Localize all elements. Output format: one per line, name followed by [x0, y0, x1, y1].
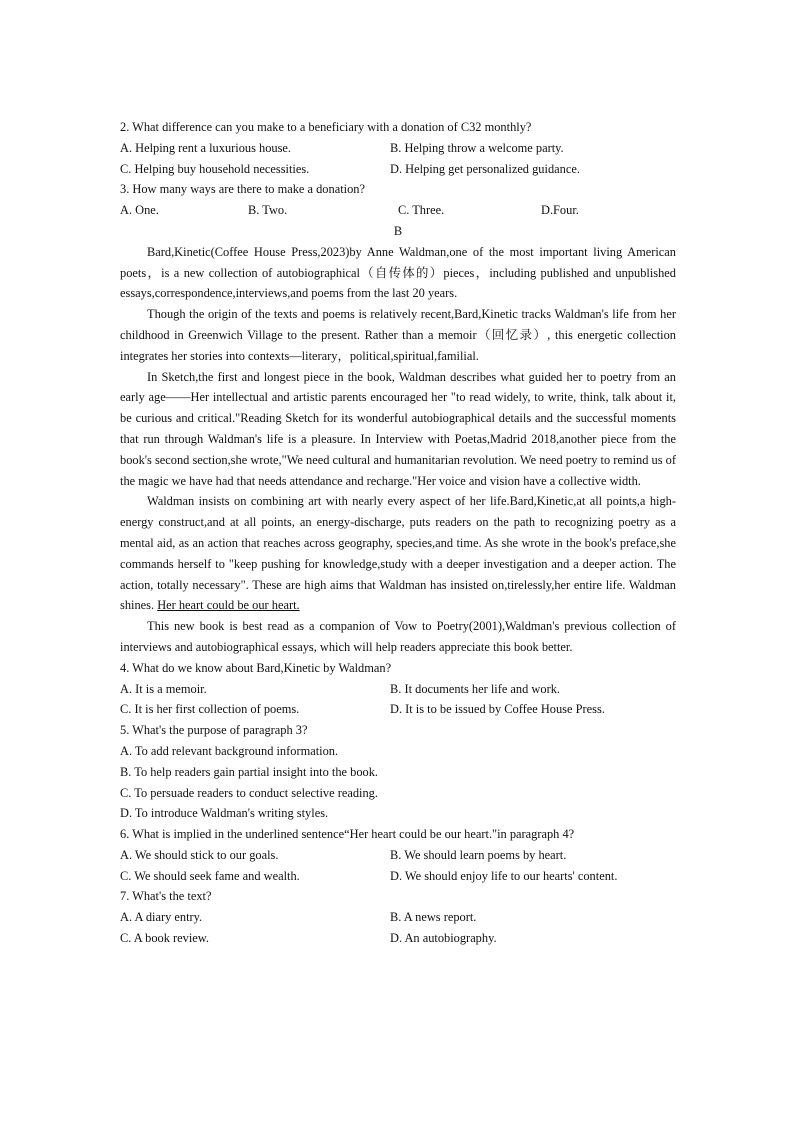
q7-options-row-2 — [120, 928, 676, 949]
q2-stem: 2. What difference can you make to a beneficiary with a donation of C32 monthly? — [120, 120, 532, 134]
q5-option-c: C. To persuade readers to conduct selective reading. — [120, 785, 378, 800]
q6-options-row-2 — [120, 866, 676, 887]
q7-option-d: D. An autobiography. — [390, 931, 497, 946]
section-label: B — [393, 223, 403, 238]
q4-option-b: B. It documents her life and work. — [390, 681, 560, 696]
q4-options-row-2 — [120, 699, 676, 720]
q4-option-d: D. It is to be issued by Coffee House Press. — [390, 702, 605, 717]
passage-paragraph-4 — [120, 491, 676, 616]
q5-option-a: A. To add relevant background information. — [120, 743, 339, 758]
q6-option-b: B. We should learn poems by heart. — [390, 847, 567, 862]
q7-stem: 7. What's the text? — [120, 889, 212, 904]
q3-option-c: C. Three. — [398, 203, 445, 218]
q2-option-b: B. Helping throw a welcome party. — [390, 140, 564, 155]
q3-option-b: B. Two. — [248, 203, 288, 218]
q2-options-row-2 — [120, 159, 676, 180]
exam-page — [120, 117, 676, 949]
q5-stem: 5. What's the purpose of paragraph 3? — [120, 723, 308, 738]
q3-options-row — [120, 200, 676, 221]
q2-option-c: C. Helping buy household necessities. — [120, 161, 310, 176]
q3-option-a: A. One. — [120, 203, 159, 218]
q3-option-d: D.Four. — [541, 203, 579, 218]
q4-option-a: A. It is a memoir. — [120, 681, 207, 696]
q2-option-d: D. Helping get personalized guidance. — [390, 161, 580, 176]
q5-option-d: D. To introduce Waldman's writing styles. — [120, 806, 329, 821]
q7-option-a: A. A diary entry. — [120, 910, 203, 925]
q6-option-a: A. We should stick to our goals. — [120, 847, 279, 862]
passage-paragraph-2: Though the origin of the texts and poems is relatively recent,Bard,Kinetic tracks Waldman's life from her childhood in Greenwich Village to the present. Rather than a memoir（回忆录）, this energetic collection integrates her stories into contexts—literary，political,spiritual,familial. — [120, 307, 676, 363]
q3-stem: 3. How many ways are there to make a donation? — [120, 182, 365, 197]
q6-stem: 6. What is implied in the underlined sentence“Her heart could be our heart."in paragraph 4? — [120, 827, 575, 842]
q2-options-row-1 — [120, 138, 676, 159]
q4-option-c: C. It is her first collection of poems. — [120, 702, 300, 717]
q7-option-b: B. A news report. — [390, 910, 477, 925]
q6-options-row-1 — [120, 845, 676, 866]
paragraph-4-text: Waldman insists on combining art with nearly every aspect of her life.Bard,Kinetic,at all points,a high-energy construct,and at all points, an energy-discharge, puts readers on the path to recognizing poetry as a mental aid, as an action that reaches across geography, species,and time. As she wrote in the book's preface,she commands herself to "keep pushing for knowledge,study with a deeper investigation and a deeper action. The action, totally necessary". These are high aims that Waldman has insisted on,tirelessly,her entire life. Waldman shines. — [120, 494, 676, 613]
q7-option-c: C. A book review. — [120, 931, 210, 946]
q4-options-row-1 — [120, 679, 676, 700]
q6-option-c: C. We should seek fame and wealth. — [120, 868, 300, 883]
passage-paragraph-3: In Sketch,the first and longest piece in the book, Waldman describes what guided her to poetry from an early age——Her intellectual and artistic parents encouraged her "to read widely, to write, think, talk about it, be curious and critical."Reading Sketch for its wonderful autobiographical details and the successful moments that run through Waldman's life is a pleasure. In Interview with Poetas,Madrid 2018,another piece from the book's second section,she wrote,"We need cultural and humanitarian revolution. We need poetry to remind us of the magic we have had that needs attendance and recharge."Her voice and vision have a collective width. — [120, 369, 676, 488]
q7-options-row-1 — [120, 907, 676, 928]
q6-option-d: D. We should enjoy life to our hearts' content. — [390, 868, 618, 883]
underlined-sentence: Her heart could be our heart. — [157, 598, 300, 613]
q2-option-a: A. Helping rent a luxurious house. — [120, 140, 292, 155]
q4-stem: 4. What do we know about Bard,Kinetic by Waldman? — [120, 660, 392, 675]
passage-paragraph-5: This new book is best read as a companion of Vow to Poetry(2001),Waldman's previous collection of interviews and autobiographical essays, which will help readers appreciate this book better. — [120, 619, 676, 654]
q5-option-b: B. To help readers gain partial insight into the book. — [120, 764, 379, 779]
passage-paragraph-1: Bard,Kinetic(Coffee House Press,2023)by Anne Waldman,one of the most important living American poets，is a new collection of autobiographical（自传体的）pieces，including published and unpublished essays,correspondence,interviews,and poems from the last 20 years. — [120, 244, 676, 301]
